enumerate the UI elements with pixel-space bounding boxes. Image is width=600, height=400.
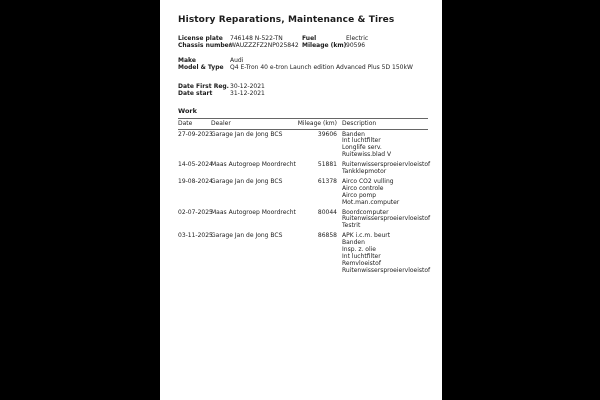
work-row-mileage: 39606 (317, 130, 337, 138)
description-line: Insp. z. olie (342, 246, 376, 254)
work-row-dealer: Garage Jan de Jong BCS (211, 232, 283, 240)
date-first-reg-label: Date First Reg. (178, 83, 229, 90)
description-line: Boordcomputer (342, 208, 389, 216)
mileage-label: Mileage (km) (302, 42, 347, 49)
vehicle-info-block-2 (178, 57, 428, 71)
description-line: Mot.man.computer (342, 198, 400, 206)
work-row (178, 232, 431, 274)
work-table-body (178, 130, 431, 275)
work-row-mileage: 86858 (317, 232, 337, 240)
chassis-number-label: Chassis number (178, 42, 232, 49)
work-row-dealer: Garage Jan de Jong BCS (211, 130, 283, 138)
work-table-header (178, 118, 428, 130)
work-row-descriptions (337, 179, 428, 207)
date-start-label: Date start (178, 90, 213, 97)
work-table (178, 118, 431, 275)
column-header-mileage: Mileage (km) (297, 120, 337, 127)
description-line: Ruitenwissersproeiervloeistof (342, 215, 431, 223)
work-row (178, 132, 428, 160)
description-line: Airco CO2 vulling (342, 177, 394, 185)
work-row-descriptions (337, 162, 430, 176)
description-line: Int luchtfilter (342, 137, 381, 145)
work-row (178, 161, 431, 176)
description-line: Tankklepmotor (342, 168, 387, 176)
work-row-mileage: 80044 (317, 208, 337, 216)
description-line: Airco controle (342, 184, 384, 192)
description-line: Banden (342, 130, 365, 138)
column-header-description: Description (342, 120, 377, 127)
page-title: History Reparations, Maintenance & Tires (178, 15, 395, 25)
document-page (160, 0, 442, 400)
chassis-number-value: WAUZZZFZ2NP025842 (230, 42, 299, 49)
work-row-dealer: Garage Jan de Jong BCS (211, 177, 283, 185)
make-value: Audi (230, 57, 244, 64)
work-row-descriptions (337, 132, 428, 160)
license-plate-label: License plate (178, 35, 223, 42)
work-row-descriptions (337, 233, 430, 274)
model-type-value: Q4 E-Tron 40 e-tron Launch edition Advanced Plus 5D 150kW (230, 64, 413, 71)
work-row (178, 208, 431, 231)
work-row-mileage: 51881 (317, 161, 337, 169)
work-row-mileage: 61378 (317, 177, 337, 185)
work-row-date: 27-09-2023 (178, 130, 213, 138)
description-line: Ruitewiss.blad V (342, 151, 392, 159)
column-header-dealer: Dealer (211, 120, 231, 127)
description-line: Int luchtfilter (342, 253, 381, 260)
license-plate-value: 746148 N-522-TN (230, 35, 283, 42)
description-line: Remvloeistof (342, 259, 381, 267)
description-line: Banden (342, 239, 365, 247)
work-row-date: 19-08-2024 (178, 177, 213, 185)
fuel-label: Fuel (302, 35, 317, 42)
work-row-date: 02-07-2025 (178, 208, 213, 216)
description-line: APK i.c.m. beurt (342, 232, 391, 240)
work-row-descriptions (337, 210, 430, 231)
description-line: Airco pomp (342, 191, 377, 199)
model-type-label: Model & Type (178, 64, 224, 71)
column-header-date: Date (178, 120, 193, 127)
vehicle-info-block-1 (178, 35, 428, 49)
work-row-date: 14-05-2024 (178, 161, 213, 169)
description-line: Ruitenwissersproeiervloeistof (342, 266, 431, 274)
description-line: Longlife serv. (342, 144, 382, 152)
date-start-value: 31-12-2021 (230, 90, 265, 97)
description-line: Testrit (342, 222, 361, 230)
work-row-dealer: Maas Autogroep Moordrecht (211, 161, 296, 169)
fuel-value: Electric (346, 35, 369, 42)
work-row-date: 03-11-2025 (178, 232, 213, 240)
work-row-dealer: Maas Autogroep Moordrecht (211, 208, 296, 216)
work-section-title: Work (178, 107, 197, 115)
date-first-reg-value: 30-12-2021 (230, 83, 265, 90)
make-label: Make (178, 57, 196, 64)
vehicle-info-block-3 (178, 83, 428, 97)
description-line: Ruitenwissersproeiervloeistof (342, 161, 431, 169)
work-row (178, 179, 428, 207)
mileage-value: 90596 (346, 42, 366, 49)
